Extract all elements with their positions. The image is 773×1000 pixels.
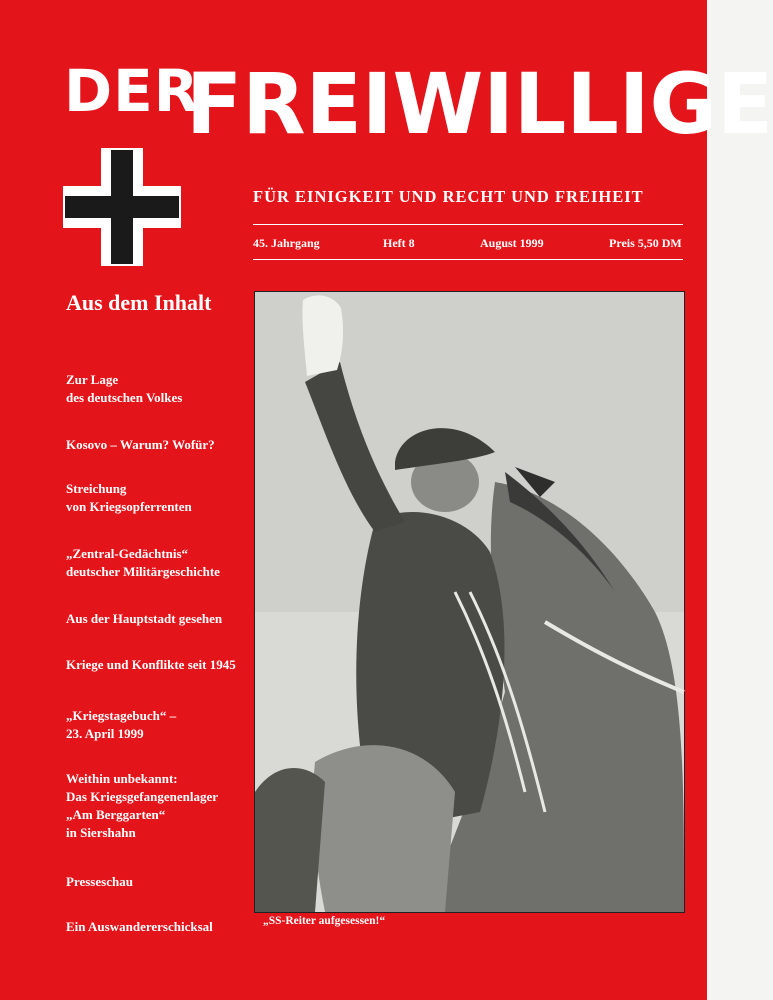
contents-item: Streichung von Kriegsopferrenten: [66, 481, 192, 514]
contents-item: Presseschau: [66, 874, 133, 889]
cover-photo-illustration: [255, 292, 684, 912]
issue-number: Heft 8: [383, 236, 415, 250]
iron-cross-icon: [63, 148, 181, 266]
photo-caption: „SS-Reiter aufgesessen!“: [263, 915, 386, 927]
contents-item: „Zentral-Gedächtnis“ deutscher Militärgeschichte: [66, 546, 220, 579]
contents-item: Kriege und Konflikte seit 1945: [66, 657, 236, 672]
divider: [253, 224, 683, 225]
contents-item: Ein Auswandererschicksal: [66, 919, 213, 934]
contents-item: Kosovo – Warum? Wofür?: [66, 437, 215, 452]
slogan: FÜR EINIGKEIT UND RECHT UND FREIHEIT: [253, 187, 644, 206]
contents-item: „Kriegstagebuch“ – 23. April 1999: [66, 708, 177, 741]
contents-item: Weithin unbekannt: Das Kriegsgefangenenlager „Am Berggarten“ in Siershahn: [66, 771, 219, 840]
contents-heading: Aus dem Inhalt: [66, 290, 212, 315]
masthead-title-part2: FREIWILLIGE: [186, 55, 773, 153]
cover-photo: [254, 291, 685, 913]
contents-item: Aus der Hauptstadt gesehen: [66, 611, 223, 626]
divider: [253, 259, 683, 260]
issue-volume: 45. Jahrgang: [253, 236, 320, 250]
issue-date: August 1999: [480, 236, 544, 250]
contents-item: Zur Lage des deutschen Volkes: [66, 372, 183, 405]
masthead-title-part1: DER: [64, 57, 200, 125]
issue-price: Preis 5,50 DM: [609, 236, 682, 250]
